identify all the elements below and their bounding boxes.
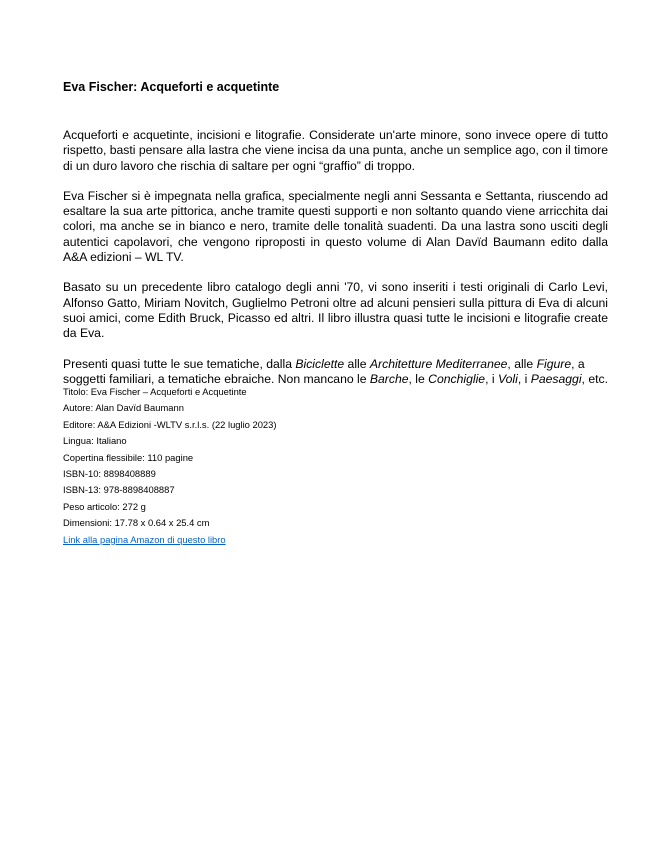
paragraph-4-italic: Paesaggi (530, 371, 582, 386)
detail-language: Lingua: Italiano (63, 435, 127, 447)
detail-isbn10: ISBN-10: 8898408889 (63, 468, 156, 480)
paragraph-3: Basato su un precedente libro catalogo degli anni '70, vi sono inseriti i testi originali di Carlo Levi, Alfonso Gatto, Miriam Novitch, Guglielmo Petroni oltre ad alcuni pensieri sulla pittura di Eva di alcuni suoi amici, come Edith Bruck, Picasso ed altri. Il libro illustra quasi tutte le incisioni e litografie create da Eva. (63, 280, 608, 341)
paragraph-4-text: , le (408, 371, 429, 386)
book-details (63, 384, 276, 548)
detail-author: Autore: Alan Davïd Baumann (63, 402, 184, 414)
paragraph-4-italic: Conchiglie (428, 371, 486, 386)
detail-cover: Copertina flessibile: 110 pagine (63, 451, 194, 463)
paragraph-4-text: , i (517, 371, 531, 386)
paragraph-4-text: , etc. (581, 371, 608, 386)
detail-weight: Peso articolo: 272 g (63, 500, 146, 512)
article-body (63, 128, 608, 402)
paragraph-4-text: alle (344, 356, 370, 371)
paragraph-4-italic: Architetture Mediterranee (369, 356, 508, 371)
paragraph-2: Eva Fischer si è impegnata nella grafica, specialmente negli anni Sessanta e Settanta, riuscendo ad esaltare la sua arte pittorica, anche tramite questi supporti e non soltanto quando viene arricchita dai colori, ma anche se in bianco e nero, tramite delle tonalità suadenti. Da una lastra sono usciti degli autentici capolavori, che vengono riproposti in questo volume di Alan Davïd Baumann edito dalla A&A edizioni – WL TV. (63, 188, 608, 265)
detail-dimensions: Dimensioni: 17.78 x 0.64 x 25.4 cm (63, 517, 210, 529)
paragraph-4-italic: Biciclette (295, 356, 345, 371)
paragraph-4 (63, 357, 608, 388)
paragraph-1: Acqueforti e acquetinte, incisioni e litografie. Considerate un'arte minore, sono invece opere di tutto rispetto, basti pensare alla lastra che viene incisa da una punta, anche un semplice ago, con il timore di un duro lavoro che rischia di saltare per ogni “graffio” di troppo. (63, 128, 608, 173)
detail-publisher: Editore: A&A Edizioni -WLTV s.r.l.s. (22 luglio 2023) (63, 418, 277, 430)
paragraph-4-italic: Voli (497, 371, 518, 386)
amazon-link-row (63, 532, 276, 548)
paragraph-4-italic: Figure (536, 356, 572, 371)
paragraph-4-text: Presenti quasi tutte le sue tematiche, dalla (63, 356, 296, 371)
paragraph-4-text: , a soggetti familiari, a tematiche ebraiche. Non mancano le (63, 356, 585, 386)
amazon-link[interactable]: Link alla pagina Amazon di questo libro (63, 533, 226, 545)
paragraph-4-text: , i (485, 371, 498, 386)
article-title: Eva Fischer: Acqueforti e acquetinte (63, 80, 280, 94)
paragraph-4-italic: Barche (369, 371, 409, 386)
detail-title: Titolo: Eva Fischer – Acqueforti e Acquetinte (63, 386, 247, 397)
paragraph-4-text: , alle (507, 356, 537, 371)
detail-isbn13: ISBN-13: 978-8898408887 (63, 484, 175, 496)
